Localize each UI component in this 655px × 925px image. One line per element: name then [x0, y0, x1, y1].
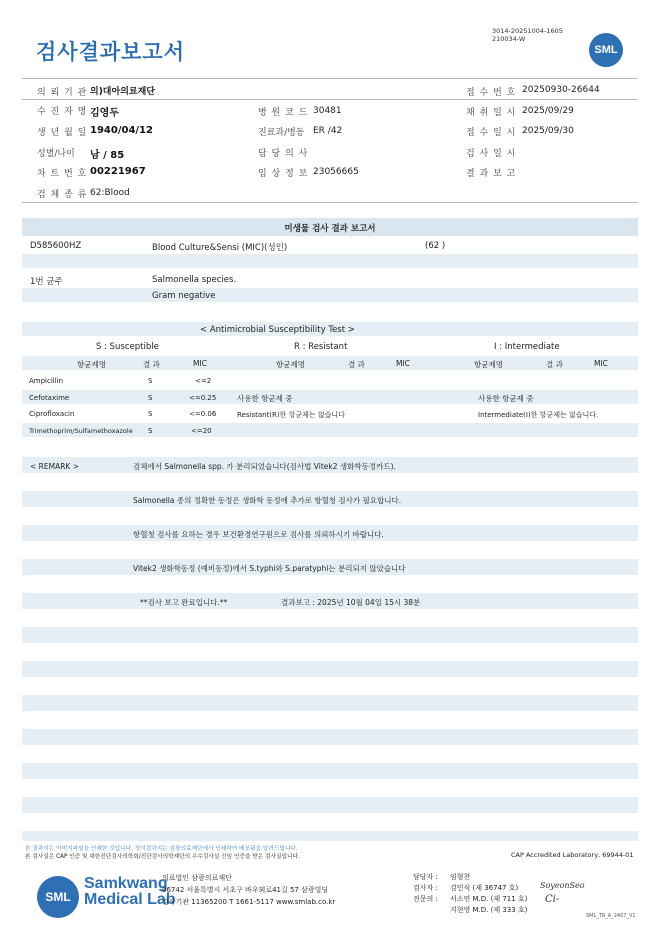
drug-mic: <=2 — [195, 377, 212, 385]
brand-line1: Samkwang — [84, 875, 168, 892]
doctor-label: 담 당 의 사 — [258, 149, 309, 159]
receipt-no-value: 20250930-26644 — [522, 85, 600, 95]
report-time: 결과보고 : 2025년 10월 04일 15시 38분 — [281, 598, 421, 607]
receipt-no-label: 접 수 번 호 — [466, 88, 517, 98]
remark-line: Vitek2 생화학동정 (예비동정)에서 S.typhi와 S.paratyphi는 분리되지 않았습니다 — [133, 564, 406, 573]
col-mic-2: MIC — [396, 359, 410, 368]
brand-line2: Medical Lab — [84, 891, 176, 908]
patient-value: 김영두 — [90, 108, 119, 119]
organism-label: 1번 균주 — [30, 277, 63, 287]
col-drug-3: 항균제명 — [474, 360, 503, 369]
staff-labels — [413, 872, 438, 905]
report-complete: **검사 보고 완료입니다.** — [140, 598, 228, 607]
institution-value: 의)대아의료재단 — [90, 87, 155, 97]
stripe — [22, 627, 638, 643]
test-number: (62 ) — [425, 241, 446, 251]
sex-age-label: 성별/나이 — [37, 149, 75, 159]
header-top-divider — [22, 78, 638, 79]
drug-result: S — [148, 377, 153, 385]
col-result-1: 결 과 — [143, 360, 160, 369]
no-intermediate-note-1: 사용한 항균제 중 — [478, 394, 534, 403]
col-drug-2: 항균제명 — [276, 360, 305, 369]
institution-label: 의 뢰 기 관 — [37, 88, 88, 98]
document-id-line2: 210034-W — [492, 35, 526, 43]
signature-1: SoyeonSeo — [540, 881, 585, 890]
drug-result: S — [148, 394, 153, 402]
collect-date-label: 채 취 일 시 — [466, 108, 517, 118]
dob-value: 1940/04/12 — [90, 125, 153, 136]
no-resistant-note-2: Resistant(R)한 항균제는 없습니다 — [237, 411, 345, 419]
dob-label: 생 년 월 일 — [37, 128, 88, 138]
tester-label: 검사자 : — [413, 884, 438, 892]
organism-name: Salmonella species. — [152, 275, 237, 285]
drug-name: Ciprofloxacin — [29, 410, 75, 418]
cap-accreditation: CAP Accredited Laboratory, 69944-01 — [511, 851, 634, 859]
test-code: D585600HZ — [30, 241, 82, 251]
drug-mic: <=20 — [191, 427, 212, 435]
receive-date-value: 2025/09/30 — [522, 126, 574, 136]
drug-mic: <=0.06 — [189, 410, 217, 418]
stripe — [22, 831, 638, 841]
lab-address: 06742 서울특별시 서초구 바우뫼로41길 57 삼광빌딩 — [162, 886, 329, 894]
staff-label: 담당자 : — [413, 873, 438, 881]
page-title: 검사결과보고서 — [36, 40, 186, 64]
document-id — [492, 27, 563, 43]
stripe — [22, 729, 638, 745]
stripe — [22, 288, 638, 302]
col-mic-1: MIC — [193, 359, 207, 368]
chart-no-label: 차 트 번 호 — [37, 169, 88, 179]
signature-2: Ci- — [545, 894, 560, 905]
drug-result: S — [148, 427, 153, 435]
lab-info — [162, 872, 335, 908]
col-result-2: 결 과 — [348, 360, 365, 369]
specimen-value: 62:Blood — [90, 188, 130, 198]
legend-intermediate: I : Intermediate — [494, 342, 560, 352]
form-code: SML_TR_A_2407_V1 — [586, 913, 636, 919]
drug-name: Cefotaxime — [29, 394, 70, 402]
dept-label: 진료과/병동 — [258, 128, 305, 138]
dept-value: ER /42 — [313, 126, 343, 136]
ast-title: < Antimicrobial Susceptibility Test > — [200, 325, 355, 335]
drug-result: S — [148, 410, 153, 418]
lab-institution: 검사기관 11365200 T 1661-5117 www.smlab.co.kr — [162, 898, 336, 906]
legend-susceptible: S : Susceptible — [96, 342, 159, 352]
staff-names — [450, 872, 527, 916]
collect-date-value: 2025/09/29 — [522, 106, 574, 116]
clinical-info-label: 임 상 정 보 — [258, 169, 309, 179]
stripe — [22, 661, 638, 677]
stripe — [22, 763, 638, 779]
expert-2: 지현영 M.D. (제 333 호) — [450, 906, 528, 914]
expert-1: 서소연 M.D. (제 711 호) — [450, 895, 528, 903]
stripe — [22, 695, 638, 711]
col-drug-1: 항균제명 — [77, 360, 106, 369]
chart-no-value: 00221967 — [90, 166, 146, 177]
col-mic-3: MIC — [594, 359, 608, 368]
col-result-3: 결 과 — [546, 360, 563, 369]
no-intermediate-note-2: Intermediate(I)한 항균제는 없습니다. — [478, 411, 599, 419]
expert-label: 전문의 : — [413, 895, 438, 903]
hospital-code-value: 30481 — [313, 106, 342, 116]
remark-line: 항혈청 검사를 요하는 경우 보건환경연구원으로 검사를 의뢰하시기 바랍니다. — [133, 530, 384, 539]
header-row-divider — [22, 99, 638, 100]
sml-logo: SML — [589, 33, 623, 67]
remark-line: 검체에서 Salmonella spp. 가 분리되었습니다(검사법 Vitek2 생화학동정카드). — [133, 462, 396, 471]
specimen-label: 검 체 종 류 — [37, 190, 88, 200]
header-bottom-divider — [22, 202, 638, 203]
document-id-line1: 3014-20251004-1605 — [492, 27, 563, 35]
sex-age-value: 남 / 85 — [90, 150, 125, 161]
stripe — [22, 797, 638, 813]
legend-resistant: R : Resistant — [294, 342, 348, 352]
gram-stain: Gram negative — [152, 291, 216, 301]
drug-name: Ampicillin — [29, 377, 64, 385]
remark-line: Salmonella 종의 정확한 동정은 생화학 동정에 추가로 항혈청 검사가 필요합니다. — [133, 496, 402, 505]
staff-name: 임형찬 — [450, 873, 471, 881]
hospital-code-label: 병 원 코 드 — [258, 108, 309, 118]
remark-label: < REMARK > — [30, 462, 80, 471]
receive-date-label: 접 수 일 시 — [466, 128, 517, 138]
test-name: Blood Culture&Sensi (MIC)(성인) — [152, 243, 288, 253]
lab-org: 의료법인 삼광의료재단 — [162, 874, 232, 882]
stripe — [22, 390, 638, 404]
report-date-label: 결 과 보 고 — [466, 169, 517, 179]
stripe — [22, 254, 638, 268]
test-date-label: 검 사 일 시 — [466, 149, 517, 159]
patient-label: 수 진 자 명 — [37, 107, 88, 117]
drug-mic: <=0.25 — [189, 394, 217, 402]
print-notice: 본 결과지는 이미지파일을 인쇄한 것입니다. 정식결과지는 삼광의료재단에서 인쇄하여 배포됨을 알려드립니다. — [25, 846, 298, 852]
drug-name: Trimethoprim/Sulfamethoxazole — [29, 427, 133, 435]
tester-name: 김민식 (제 36747 호) — [450, 884, 519, 892]
sml-footer-logo: SML — [37, 876, 79, 918]
accreditation-notice: 본 검사실은 CAP 인증 및 대한진단검사의학회/진단검사의학재단의 우수검사실 신임 인증을 받은 검사실입니다. — [25, 854, 300, 860]
section-title: 미생물 검사 결과 보고서 — [284, 224, 376, 234]
no-resistant-note-1: 사용한 항균제 중 — [237, 394, 293, 403]
clinical-info-value: 23056665 — [313, 167, 359, 177]
